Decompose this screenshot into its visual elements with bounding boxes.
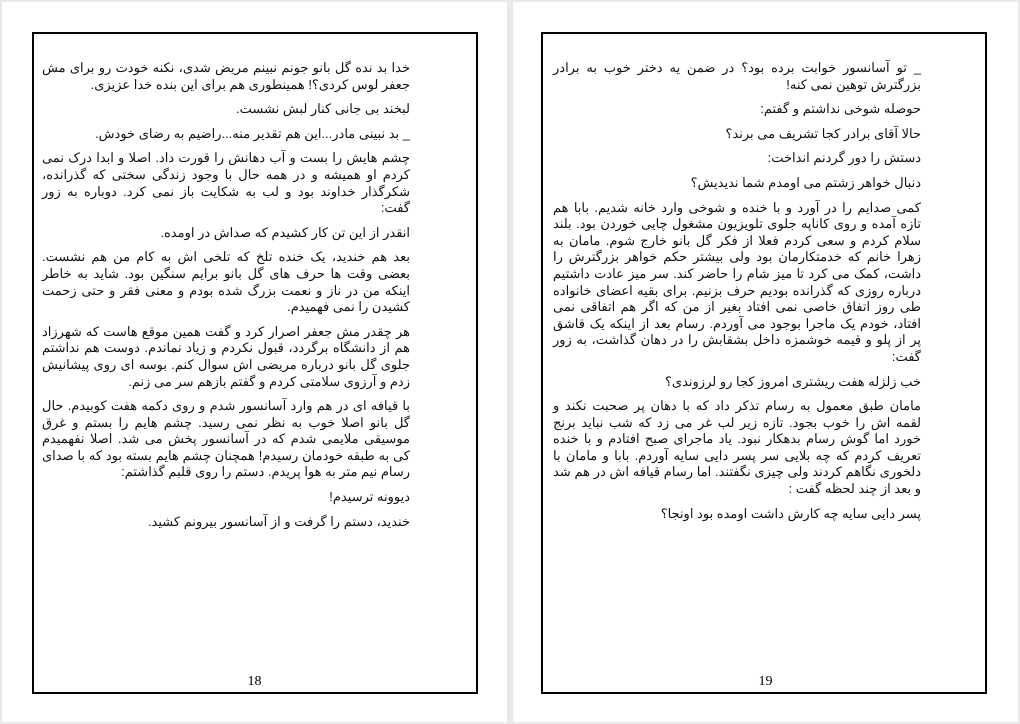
paragraph: خب زلزله هفت ریشتری امروز کجا رو لرزوندی؟	[665, 373, 921, 389]
paragraph: _ بد نبینی مادر...این هم تقدیر منه...راضیم به رضای خودش.	[95, 125, 410, 141]
page-number: 19	[758, 674, 773, 689]
paragraph: لبخند بی جانی کنار لبش نشست.	[236, 101, 410, 117]
page-body	[42, 60, 410, 538]
page-body	[553, 60, 921, 530]
right-page	[513, 2, 1018, 722]
paragraph: _ تو آسانسور خوابت برده بود؟ در ضمن یه دختر خوب به برادر بزرگترش توهین نمی کنه!	[553, 60, 921, 92]
paragraph: دستش را دور گردنم انداخت:	[767, 150, 921, 166]
paragraph: خندید، دستم را گرفت و از آسانسور بیرونم کشید.	[147, 513, 410, 529]
paragraph: خدا بد نده گل بانو جونم نبینم مریض شدی، نکنه خودت رو برای مش جعفر لوس کردی؟! همینطوری هم برای این بنده خدا عزیزی.	[42, 60, 410, 92]
paragraph: چشم هایش را بست و آب دهانش را قورت داد. اصلا و ابدا درک نمی کردم او همیشه و در همه حال با وجود زندگی سختی که گذرانده، شکرگذار خداوند بود و لب به شکایت باز نمی کرد. دوباره به زور گفت:	[42, 150, 410, 216]
paragraph: کمی صدایم را در آورد و با خنده و شوخی وارد خانه شدیم. بابا هم تازه آمده و روی کاناپه جلوی تلویزیون مشغول چایی خوردن بود. بلند سلام کردم و سعی کردم فعلا از فکر گل بانو خارج شوم. مامان به زهرا خانم که خدمتکارمان بود ولی بیشتر حکم خواهر بزرگترش را داشت، کمک می کرد تا میز شام را حاضر کند. سر میز عادت داشتیم درباره روزی که گذرانده بودیم حرف بزنیم. برای بقیه اعضای خانواده طی روز اتفاق خاصی نمی افتاد بغیر از من که اگر هم اتفاقی نمی افتاد، خودم یک ماجرا بوجود می آوردم. رسام بعد از اینکه یک قاشق پر از پلو و قیمه خوشمزه داخل بشقابش را در دهان گذاشت، به زور گفت:	[553, 199, 921, 364]
left-page	[2, 2, 507, 722]
paragraph: با قیافه ای در هم وارد آسانسور شدم و روی دکمه هفت کوبیدم. حال گل بانو اصلا خوب به نظر نمی رسید. چشم هایم را بستم و غرق موسیقی ملایمی شدم که در آسانسور پخش می شد. اصلا نفهمیدم کی به طبقه خودمان رسیدم! همچنان چشم هایم بسته بود که با صدای رسام نیم متر به هوا پریدم. دستم را روی قلبم گذاشتم:	[42, 398, 410, 480]
paragraph: حوصله شوخی نداشتم و گفتم:	[760, 101, 921, 117]
paragraph: مامان طبق معمول به رسام تذکر داد که با دهان پر صحبت نکند و لقمه اش را خوب بجود. تازه زیر لب غر می زد که شب نباید برنج خورد اما گوش رسام بدهکار نبود. یاد ماجرای صبح افتادم و با خنده تعریف کردم که چه بلایی سر پسر دایی سایه آوردم. بابا و مامان با دلخوری نگاهم کردند ولی چیزی نگفتند. اما رسام قیافه اش در هم شد و بعد از چند لحظه گفت :	[553, 398, 921, 497]
paragraph: هر چقدر مش جعفر اصرار کرد و گفت همین موقع هاست که شهرزاد هم از دانشگاه برگردد، قبول نکردم و زیاد نماندم. دوست هم نداشتم جلوی گل بانو درباره مریضی اش سوال کنم. بوسه ای روی پیشانیش زدم و آرزوی سلامتی کردم و گفتم بازهم سر می زنم.	[42, 323, 410, 389]
page-number: 18	[247, 674, 262, 689]
paragraph: بعد هم خندید، یک خنده تلخ که تلخی اش به کام من هم نشست. بعضی وقت ها حرف های گل بانو برایم سنگین بود. شاید به خاطر اینکه من در ناز و نعمت بزرگ شده بودم و معنی فقر و حتی زحمت کشیدن را نمی فهمیدم.	[42, 249, 410, 315]
paragraph: دیوونه ترسیدم!	[329, 489, 410, 505]
paragraph: پسر دایی سایه چه کارش داشت اومده بود اونجا؟	[660, 505, 921, 521]
paragraph: انقدر از این تن کار کشیدم که صداش در اومده.	[160, 224, 410, 240]
paragraph: حالا آقای برادر کجا تشریف می برند؟	[725, 125, 921, 141]
paragraph: دنبال خواهر زشتم می اومدم شما ندیدیش؟	[690, 174, 921, 190]
